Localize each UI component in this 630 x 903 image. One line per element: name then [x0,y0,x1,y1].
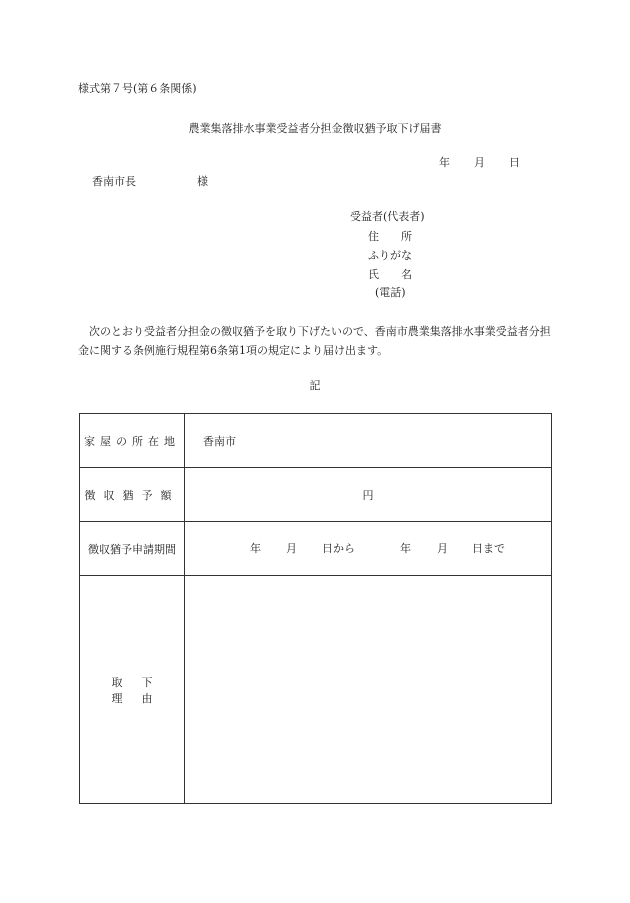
location-label: 家屋の所在地 [84,434,180,448]
reason-label-cell [80,576,185,804]
date-year-label: 年 [439,156,450,169]
amount-value-cell[interactable] [185,468,552,522]
period-from-day: 日から [322,541,355,555]
applicant-name-label: 氏 名 [368,268,412,281]
period-from-year: 年 [250,541,261,555]
amount-label: 徴収猶予額 [84,488,180,502]
addressee-honorific: 様 [197,175,208,188]
period-to-month: 月 [437,541,448,555]
applicant-furigana-label: ふりがな [368,249,412,262]
reason-value-cell[interactable] [185,576,552,804]
table-row [80,414,552,468]
body-text: 次のとおり受益者分担金の徴収猶予を取り下げたいので、香南市農業集落排水事業受益者分担金に関する条例施行規程第6条第1項の規定により届け出ます。 [78,325,551,357]
applicant-phone-label: (電話) [375,286,406,299]
period-label: 徴収猶予申請期間 [88,542,176,556]
location-value-cell[interactable] [185,414,552,468]
date-day-label: 日 [509,156,520,169]
addressee-name: 香南市長 [92,175,136,188]
location-value: 香南市 [203,434,236,448]
amount-unit: 円 [362,488,374,502]
applicant-heading: 受益者(代表者) [350,210,425,223]
form-number: 様式第７号(第６条関係) [78,82,197,95]
period-to-day: 日まで [472,541,505,555]
details-table [79,413,552,804]
reason-label: 取下理由 [111,675,172,705]
period-to-year: 年 [400,541,411,555]
ki-label: 記 [309,379,321,392]
table-row [80,576,552,804]
period-value-cell[interactable] [185,522,552,576]
table-row [80,522,552,576]
period-label-cell [80,522,185,576]
location-label-cell [80,414,185,468]
date-month-label: 月 [474,156,485,169]
period-from-month: 月 [286,541,297,555]
applicant-address-label: 住 所 [368,230,412,243]
document-title: 農業集落排水事業受益者分担金徴収猶予取下げ届書 [188,122,442,135]
table-row [80,468,552,522]
amount-label-cell [80,468,185,522]
